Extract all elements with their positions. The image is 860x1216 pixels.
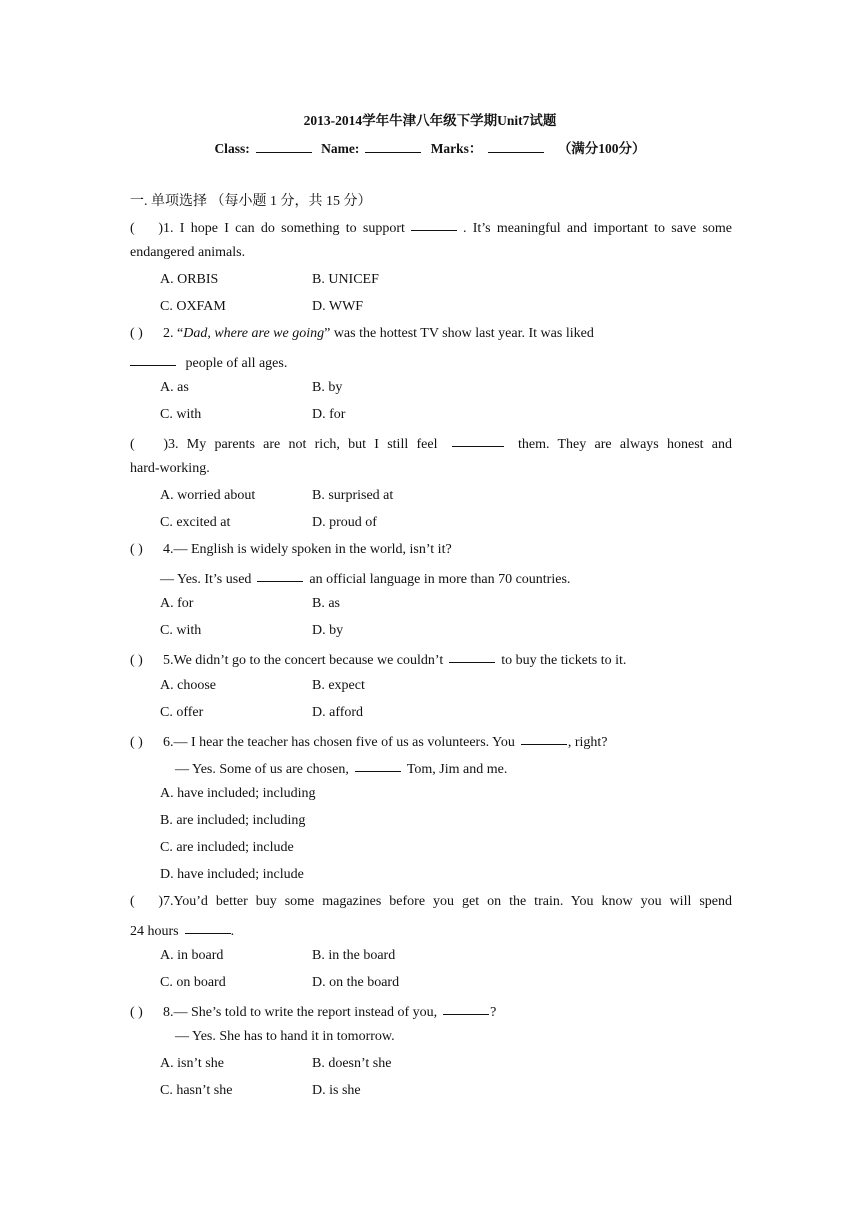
option-d: D. by [312, 623, 344, 638]
answer-paren[interactable]: ( ) [130, 437, 168, 452]
answer-paren[interactable]: ( ) [130, 326, 143, 341]
answer-paren[interactable]: ( ) [130, 1005, 143, 1020]
option-a: A. ORBIS [160, 272, 219, 287]
question-1 [130, 218, 732, 237]
question-6-reply [175, 759, 732, 778]
class-blank[interactable] [256, 139, 312, 153]
quote-mark: “ [177, 326, 184, 341]
answer-blank [355, 758, 401, 772]
option-a: A. as [160, 380, 189, 395]
question-number: 1. [163, 221, 174, 236]
question-text: . It’s meaningful and important to save some [462, 221, 733, 236]
question-number: 7. [163, 894, 174, 909]
section-heading: 一. 单项选择 （每小题 1 分，共 15 分） [130, 194, 372, 209]
question-7 [130, 894, 732, 910]
marks-label: Marks： [430, 141, 483, 156]
option-b: B. expect [312, 678, 365, 693]
question-3 [130, 434, 732, 453]
answer-blank [257, 568, 303, 582]
option-a: A. have included; including [160, 786, 316, 801]
question-8-reply: — Yes. She has to hand it in tomorrow. [175, 1029, 395, 1044]
student-info-header [0, 137, 860, 157]
option-c: C. with [160, 623, 202, 638]
question-number: 5. [163, 653, 174, 668]
question-text: to buy the tickets to it. [501, 653, 627, 668]
option-a: A. in board [160, 948, 224, 963]
question-number: 2. [163, 326, 174, 341]
answer-blank [452, 433, 504, 447]
question-number: 3. [168, 437, 179, 452]
reply-text: — Yes. It’s used [160, 572, 252, 587]
question-4-reply [160, 569, 732, 588]
option-c: C. offer [160, 705, 204, 720]
option-a: A. isn’t she [160, 1056, 224, 1071]
answer-blank [411, 217, 457, 231]
option-b: B. doesn’t she [312, 1056, 392, 1071]
name-label: Name: [321, 141, 360, 156]
question-text: My parents are not rich, but I still feel [186, 437, 438, 452]
question-number: 6. [163, 735, 174, 750]
question-7-cont [130, 921, 732, 940]
question-4 [130, 542, 732, 558]
option-c: C. hasn’t she [160, 1083, 233, 1098]
option-d: D. afford [312, 705, 364, 720]
option-b: B. by [312, 380, 343, 395]
answer-blank [185, 920, 231, 934]
option-c: C. OXFAM [160, 299, 226, 314]
answer-blank [449, 649, 495, 663]
marks-blank[interactable] [488, 139, 544, 153]
option-c: C. with [160, 407, 202, 422]
answer-blank [130, 352, 176, 366]
page-title: 2013-2014学年牛津八年级下学期Unit7试题 [303, 113, 557, 128]
question-2-cont [130, 353, 732, 372]
question-2 [130, 326, 732, 342]
option-b: B. are included; including [160, 813, 306, 828]
question-5 [130, 650, 732, 669]
option-d: D. proud of [312, 515, 377, 530]
answer-blank [521, 731, 567, 745]
question-number: 4. [163, 542, 174, 557]
question-3-cont: hard-working. [130, 461, 210, 476]
reply-text: Tom, Jim and me. [406, 762, 508, 777]
question-8 [130, 1002, 732, 1021]
reply-text: — Yes. Some of us are chosen, [175, 762, 349, 777]
option-c: C. on board [160, 975, 226, 990]
option-b: B. as [312, 596, 340, 611]
option-a: A. worried about [160, 488, 256, 503]
question-text: You’d better buy some magazines before you get on the train. You know you will spend [173, 894, 732, 909]
total-score: （满分100分） [557, 141, 646, 156]
class-label: Class: [214, 141, 250, 156]
question-text: ? [490, 1005, 497, 1020]
question-text: people of all ages. [185, 356, 288, 371]
question-text: , right? [567, 735, 608, 750]
question-text: them. They are always honest and [518, 437, 733, 452]
question-text: — English is widely spoken in the world, isn’t it? [173, 542, 452, 557]
option-d: D. WWF [312, 299, 364, 314]
question-text: — I hear the teacher has chosen five of us as volunteers. You [173, 735, 515, 750]
option-d: D. for [312, 407, 346, 422]
question-text: . [230, 924, 235, 939]
question-1-cont: endangered animals. [130, 245, 246, 260]
question-text: ” was the hottest TV show last year. It was liked [324, 326, 594, 341]
answer-paren[interactable]: ( ) [130, 542, 143, 557]
option-a: A. choose [160, 678, 216, 693]
answer-paren[interactable]: ( ) [130, 221, 163, 236]
option-c: C. are included; include [160, 840, 294, 855]
option-b: B. surprised at [312, 488, 394, 503]
question-number: 8. [163, 1005, 174, 1020]
option-d: D. is she [312, 1083, 361, 1098]
option-c: C. excited at [160, 515, 231, 530]
reply-text: an official language in more than 70 countries. [309, 572, 571, 587]
question-text: We didn’t go to the concert because we couldn’t [173, 653, 444, 668]
option-a: A. for [160, 596, 194, 611]
question-text: 24 hours [130, 924, 179, 939]
question-text: I hope I can do something to support [179, 221, 405, 236]
option-d: D. on the board [312, 975, 400, 990]
answer-paren[interactable]: ( ) [130, 894, 163, 909]
option-d: D. have included; include [160, 867, 304, 882]
answer-paren[interactable]: ( ) [130, 653, 143, 668]
name-blank[interactable] [365, 139, 421, 153]
answer-blank [443, 1001, 489, 1015]
show-title: Dad, where are we going [183, 326, 325, 341]
question-6 [130, 732, 732, 751]
option-b: B. in the board [312, 948, 396, 963]
question-text: — She’s told to write the report instead of you, [173, 1005, 438, 1020]
option-b: B. UNICEF [312, 272, 379, 287]
answer-paren[interactable]: ( ) [130, 735, 143, 750]
